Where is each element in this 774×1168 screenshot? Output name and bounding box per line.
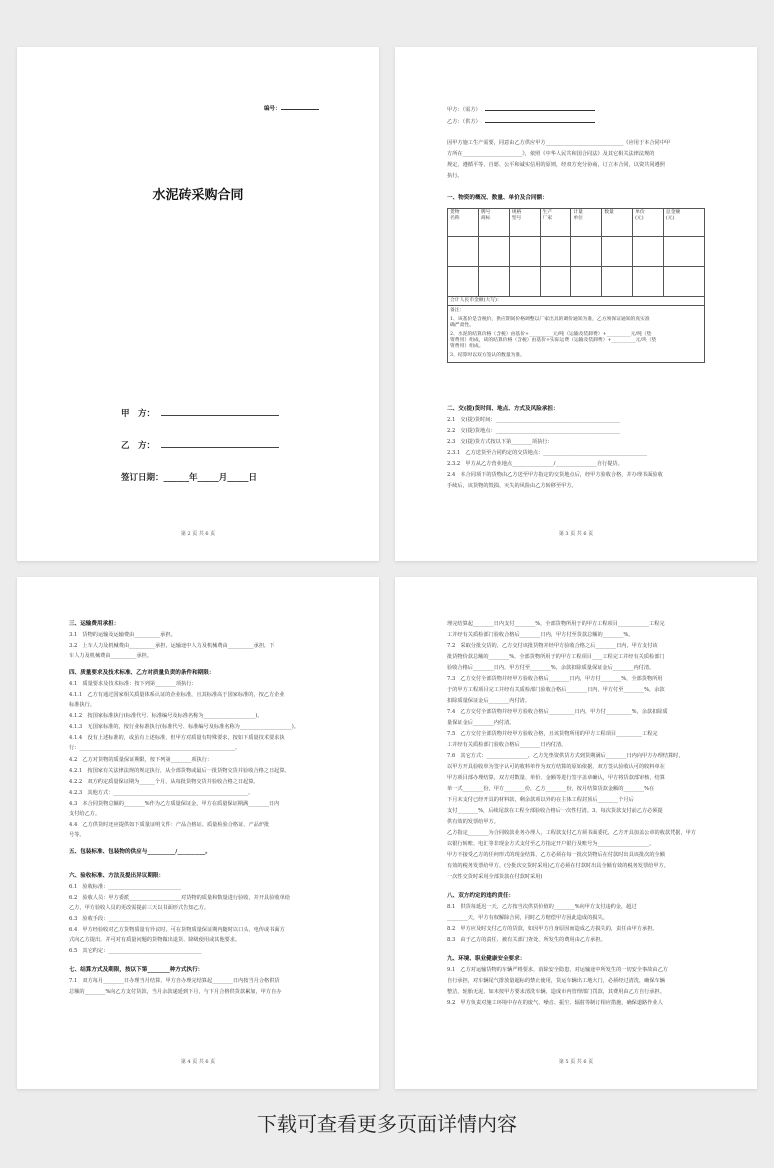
intro-line: 方所在_______________________》，依照《中华人民共和国合同法》及其它相关法律法规的 xyxy=(447,151,655,157)
text-line: 7.2 采取分批交货的，乙方交付该批货物并经甲方验收合格之后________日内，甲方支付该 xyxy=(447,643,658,649)
page-footer: 第 5 页 共 6 页 xyxy=(558,1059,594,1065)
text-line: 自行承担，对车辆尾气排放量超标的禁止使用，货运车辆出工地大门，必须经过清洗，确保车辆 xyxy=(447,978,665,984)
text-line: 量保证金后________内付清。 xyxy=(447,720,515,726)
text-line: 8.1 供货每延迟一天，乙方按当次供货价值的________%向甲方支付违约金，超过 xyxy=(447,904,637,910)
text-line: 3.2 上车人力及机械费由__________承担，运输途中人力及机械费由__________承担，下 xyxy=(69,643,275,649)
table-header-cell: 生产 厂家 xyxy=(540,209,571,237)
contract-page-2 xyxy=(395,47,757,561)
section-heading: 五、包装标准、包装物的供应与__________/__________。 xyxy=(69,849,211,855)
delivery-line: 2.3.2 甲方从乙方营业地点________________/________________自行提货。 xyxy=(447,461,623,467)
text-line: 4.1.3 无国家标准的，按行业标准执行(标准代号、标准编号及标准名称为____________________)。 xyxy=(69,724,299,730)
table-header-row xyxy=(448,209,705,237)
note-line: 确严肃性。 xyxy=(450,323,474,328)
note-line: 2、水泥的结算价格（含税）由基价+__________元/吨（运输及装卸费）+__________元/吨（垫 xyxy=(450,332,652,337)
text-line: 工并经有关质检部门验收合格后________日内付清。 xyxy=(447,742,567,748)
text-line: 4.1.4 没有上述标准的，或虽有上述标准，但甲方对质量有特殊要求，按如下质量技术要求执 xyxy=(69,735,285,741)
text-line: 扣除质量保证金后________内付清。 xyxy=(447,698,531,704)
text-line: 工并经有关质检部门验收合格后________日内，甲方付至货款总额的________%。 xyxy=(447,632,634,638)
text-line: 7.3 乙方交付全部货物并经甲方验收合格后________日内，甲方付________%，全部货物所用 xyxy=(447,676,663,682)
section-heading: 一、物资的概况、数量、单价及合同额： xyxy=(447,195,548,201)
note-line: 资费用）组成。 xyxy=(450,344,484,349)
text-line: 乙方，甲方验收人员的更改需提前三天以书面形式告知乙方。 xyxy=(69,905,210,911)
total-amount-cell: 合计人民币金额(大写)： xyxy=(448,297,705,306)
page-footer: 第 4 页 共 6 页 xyxy=(180,1059,216,1065)
text-line: ________天，甲方有权解除合同，同时乙方赔偿甲方因此造成的损失。 xyxy=(447,915,608,921)
text-line: 4.2.1 按国家有关法律法规的规定执行，从全部货物或最后一批货物交货并验收合格之日起算。 xyxy=(69,768,290,774)
text-line: 供有效的发票给甲方。 xyxy=(447,819,499,825)
text-line: 4.2.3 其他方式：____________________________________________________。 xyxy=(69,790,254,796)
section-heading: 三、运输费用承担： xyxy=(69,621,120,627)
text-line: 单一式________份，甲方________份，乙方________份，按月结算货款金额的________%在 xyxy=(447,786,655,792)
text-line: 行：____________________________________________________________。 xyxy=(69,745,241,751)
intro-line: 执行。 xyxy=(447,173,463,179)
text-line: 3.1 货物的运输及运输费由__________承担。 xyxy=(69,632,176,638)
text-line: 一次性交货时采用全部货款在付款时采用) xyxy=(447,874,543,880)
contract-title: 水泥砖采购合同 xyxy=(152,188,244,203)
table-header-cell: 货物 名称 xyxy=(448,209,479,237)
note-line: 资费用）组成，砖的结算价格（含税）由基价+实际运费（运输及装卸费）+__________元/块（垫 xyxy=(450,338,657,343)
text-line: 6.2 验收人员：甲方委派____________________对货物的质量和数量进行验收，并开具验收单给 xyxy=(69,895,290,901)
delivery-line: 2.3 交(提)货方式按以下第________项执行： xyxy=(447,439,553,445)
party-b-line: 乙方：（供方） xyxy=(447,117,595,126)
table-header-cell: 单价 (元) xyxy=(633,209,664,237)
contract-number-label: 编号： xyxy=(264,104,319,112)
delivery-line: 2.3.1 乙方送货至合同约定的交货地点：________________________________________ xyxy=(447,450,647,456)
text-line: 式向乙方提出，并可对有质量问题的货物做出退货、降级使用或其他要求。 xyxy=(69,937,241,943)
text-line: 8.2 甲方应及时支付乙方的货款，如因甲方自身原因而造成乙方损失的，责任由甲方承担。 xyxy=(447,926,658,932)
section-heading: 八、双方约定的违约责任： xyxy=(447,893,515,899)
text-line: 4.1.2 按国家标准执行(标准代号、标准编号及标准名称为____________________)。 xyxy=(69,713,263,719)
table-row xyxy=(448,237,705,267)
text-line: 8.3 由于乙方的责任，被有关部门查处，所发生的费用由乙方承担。 xyxy=(447,937,606,943)
delivery-line: 2.2 交(提)货地点：________________________________________________ xyxy=(447,428,621,434)
text-line: 4.2.2 双方约定质量保证期为______个月，从每批货物交货并验收合格之日起算。 xyxy=(69,779,259,785)
text-line: 理完结算起________日内支付________%，全部货物所用于的甲方工程项目____________工程完 xyxy=(447,621,665,627)
goods-table xyxy=(447,208,705,363)
party-b-signature: 乙 方： xyxy=(121,439,279,451)
text-line: 9.2 甲方负责对施工环境中存在的废气、噪音、振尘、辐射等制订相应措施，确保道路作业人 xyxy=(447,1000,663,1006)
note-line: 3、结算时以双方签认的数量为准。 xyxy=(450,353,526,358)
text-line: 以甲方开具验收单为签字认可的收料单作为双方结算的原始依据，双方签认验收认可的收料单在 xyxy=(447,764,665,770)
download-caption: 下载可查看更多页面详情内容 xyxy=(257,1112,517,1136)
text-line: 支付________%，后续尾款在工程全部验收合格后一次性付清。3、每次货款支付前乙方必须提 xyxy=(447,808,663,814)
text-line: 有效的税务发票给甲方。(分批次交货时采用)乙方必须在付款时出具全额有效的税务发票给甲方。 xyxy=(447,863,669,869)
text-line: 4.1.1 乙方有通过国家相关质量体系认证的企业标准，且其标准高于国家标准的，按乙方企业 xyxy=(69,692,285,698)
text-line: 整洁，轮胎无泥，如未按甲方要求清洗车辆，造成市内管理部门罚款，其费用由乙方自行承担。 xyxy=(447,989,665,995)
section-heading: 二、交(提)货时间、地点、方式及风险承担： xyxy=(447,406,559,412)
text-line: 乙方指定________为合同收款业务办理人，工程款支付乙方须书面委托，乙方开具加盖公章的收款凭据，甲方 xyxy=(447,830,697,836)
text-line: 4.4 乙方供货时还应提供如下质量证明文件：产品合格证、质量检验合格证、产品炉批 xyxy=(69,822,270,828)
table-header-cell: 计量 单位 xyxy=(571,209,602,237)
text-line: 6.3 验收手段：____________________________ xyxy=(69,916,181,922)
notes-cell xyxy=(448,306,705,363)
text-line: 9.1 乙方对运输货物的车辆严格要求，消除安全隐患，对运输途中所发生的一切安全事故由乙方 xyxy=(447,967,668,973)
text-line: 4.1 质量要求及技术标准：按下列第________项执行： xyxy=(69,681,197,687)
contract-page-4 xyxy=(395,577,757,1089)
table-notes-row xyxy=(448,306,705,363)
text-line: 7.6 其它方式：________________，乙方先垫资供货方式到货期满后________日内向甲方办理结算时， xyxy=(447,753,684,759)
contract-page-3 xyxy=(17,577,379,1089)
text-line: 标准执行。 xyxy=(69,702,95,708)
text-line: 甲方项目部办理结算，双方对数量、单价、金额等进行签字盖章确认，甲方将货款部审核，结算 xyxy=(447,775,665,781)
text-line: 7.4 乙方交付全部货物并经甲方验收合格后__________日内，甲方付__________%，余款扣除质 xyxy=(447,709,668,715)
text-line: 4.2 乙方对货物的质量保证期限，按下列第________项执行： xyxy=(69,757,213,763)
delivery-line: 手续后，该货物的毁损、灭失的风险由乙方转移至甲方。 xyxy=(447,483,577,489)
text-line: 6.5 其它约定：____________________________________ xyxy=(69,948,202,954)
contract-cover-page xyxy=(17,47,379,561)
table-header-cell: 总金额 (元) xyxy=(663,209,704,237)
text-line: 以银行转账、电汇等非现金方式支付至乙方指定开户银行及账号为____________________。 xyxy=(447,841,655,847)
page-footer: 第 2 页 共 6 页 xyxy=(180,531,216,537)
table-row xyxy=(448,267,705,297)
text-line: 下月末支付已经开具的材料款，剩余款项以外的在主体工程封顶后________个月后 xyxy=(447,797,634,803)
table-header-cell: 牌号 商标 xyxy=(478,209,509,237)
party-a-line: 甲方：（需方） xyxy=(447,105,595,114)
text-line: 号等。 xyxy=(69,832,85,838)
note-line: 备注： xyxy=(450,308,465,313)
table-total-row xyxy=(448,297,705,306)
note-line: 1、该基价是含税价，供应期间价格调整以厂家出具的调价通知为准，乙方须保证通知的真实准 xyxy=(450,317,650,322)
intro-line: 规定，遵循平等、自愿、公平和诚实信用的原则，经双方充分协商，订立本合同，以资共同遵照 xyxy=(447,162,665,168)
page-footer: 第 3 页 共 6 页 xyxy=(558,531,594,537)
section-heading: 七、结算方式及期限，按以下第________种方式执行： xyxy=(69,967,204,973)
table-header-cell: 规格 型号 xyxy=(509,209,540,237)
text-line: 6.4 甲方经验收对乙方货物质量有异议时，可在货物质量保证期内随时以口头、电传或书面方 xyxy=(69,927,285,933)
sign-date: 签订日期：______年_____月_____日 xyxy=(121,473,258,483)
intro-line: 因甲方施工生产需要，同意由乙方供应甲方______________________________《应用于本合同中甲 xyxy=(447,140,671,146)
section-heading: 九、环境、职业健康安全要求： xyxy=(447,956,526,962)
text-line: 于的甲方工程项目完工并经有关质检部门验收合格后________日内，甲方付至________%，余款 xyxy=(447,687,665,693)
text-line: 4.3 本合同货物总额的________%作为乙方质量保证金，甲方在质量保证期满________日内 xyxy=(69,801,280,807)
text-line: 7.1 双方每月________日办理当月结算，甲方自办理完结算起________日内按当月合格供货 xyxy=(69,978,280,984)
section-heading: 六、验收标准、方法及提出异议期限： xyxy=(69,873,165,879)
text-line: 支付给乙方。 xyxy=(69,811,101,817)
delivery-line: 2.4 本合同项下的货物由乙方送至甲方指定的交货地点后，经甲方验收合格，并办理书面验收 xyxy=(447,472,663,478)
text-line: 验收合格后________日内，甲方付至________%，余款扣除质量保证金后________内付清。 xyxy=(447,665,655,671)
text-line: 批货物价款总额的________%，全部货物所用于的甲方工程项目____工程完工并经有关质检部门 xyxy=(447,654,665,660)
table-header-cell: 数量 xyxy=(602,209,633,237)
text-line: 6.1 验收标准：____________________________ xyxy=(69,884,181,890)
section-heading: 四、质量要求及技术标准、乙方对质量负责的条件和期限： xyxy=(69,670,215,676)
text-line: 总额的________%向乙方支付货款，当月余款递延到下月，与下月合格供货款累加，甲方自办 xyxy=(69,989,282,995)
text-line: 车人力及机械费由__________承担。 xyxy=(69,653,153,659)
delivery-line: 2.1 交(提)货时间：________________________________________________ xyxy=(447,417,621,423)
party-a-signature: 甲 方： xyxy=(121,407,279,419)
text-line: 7.5 乙方交付全部货物并经甲方验收合格，且该货物所用的甲方工程项目__________工程完 xyxy=(447,731,658,737)
text-line: 甲方不接受乙方的任何形式的现金结算，乙方必须在每一批次货物后在付款时出具该批次的全额 xyxy=(447,852,665,858)
